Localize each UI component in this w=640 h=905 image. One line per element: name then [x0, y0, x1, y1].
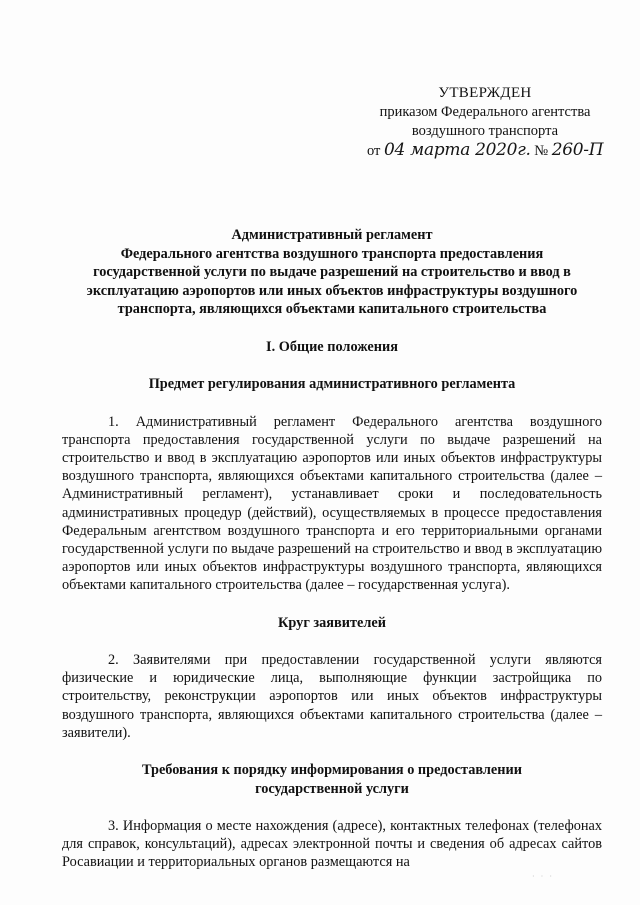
handwritten-number: 260-П: [551, 140, 604, 160]
approval-stamp-block: [360, 84, 610, 161]
paragraph-2: 2. Заявителями при предоставлении государственной услуги являются физические и юридические лица, выполняющие функции застройщика по строительству, реконструкции аэропортов или иных объектов инфраструктуры воздушного транспорта, являющихся объектами капитального строительства (далее – заявители).: [62, 652, 602, 741]
title-line-5: транспорта, являющихся объектами капитального строительства: [117, 301, 547, 317]
title-line-3: государственной услуги по выдаче разрешений на строительство и ввод в: [93, 264, 571, 280]
approval-heading: УТВЕРЖДЕН: [438, 85, 532, 101]
number-prefix: №: [534, 143, 549, 159]
informing-heading-line-2: государственной услуги: [255, 780, 409, 797]
section-heading-general: I. Общие положения: [266, 338, 398, 355]
approval-line-2: воздушного транспорта: [411, 123, 559, 139]
paragraph-1: 1. Административный регламент Федерального агентства воздушного транспорта предоставления государственной услуги по выдаче разрешений на строительство и ввод в эксплуатацию аэропортов или иных объектов инфраструктуры воздушного транспорта, являющихся объектами капитального строительства (далее – Административный регламент), устанавливает сроки и последовательность административных процедур (действий), осуществляемых в процессе предоставления Федеральным агентством воздушного транспорта и его территориальными органами государственной услуги по выдаче разрешений на строительство и ввод в эксплуатацию аэропортов или иных объектов инфраструктуры воздушного транспорта, являющихся объектами капитального строительства (далее – государственная услуга).: [62, 413, 602, 594]
informing-heading-line-1: Требования к порядку информирования о предоставлении: [142, 762, 522, 779]
paragraph-3: 3. Информация о месте нахождения (адресе), контактных телефонах (телефонах для справок, консультаций), адресах электронной почты и сведения об адресах сайтов Росавиации и территориальных органов размещаются на: [62, 818, 602, 871]
title-line-1: Административный регламент: [231, 227, 433, 243]
subject-heading: Предмет регулирования административного регламента: [148, 376, 516, 392]
handwritten-date: 04 марта 2020г.: [384, 140, 531, 160]
approval-date-line: [360, 141, 610, 161]
approval-line-1: приказом Федерального агентства: [379, 104, 591, 120]
scan-speck-marks: · · ·: [532, 872, 554, 881]
informing-heading: [62, 761, 602, 798]
applicants-heading: Круг заявителей: [278, 614, 386, 631]
title-line-2: Федерального агентства воздушного транспорта предоставления: [120, 245, 544, 262]
document-body: [62, 226, 602, 872]
title-line-4: эксплуатацию аэропортов или иных объектов инфраструктуры воздушного: [86, 282, 578, 299]
document-title: [62, 226, 602, 319]
date-prefix: от: [367, 143, 381, 159]
